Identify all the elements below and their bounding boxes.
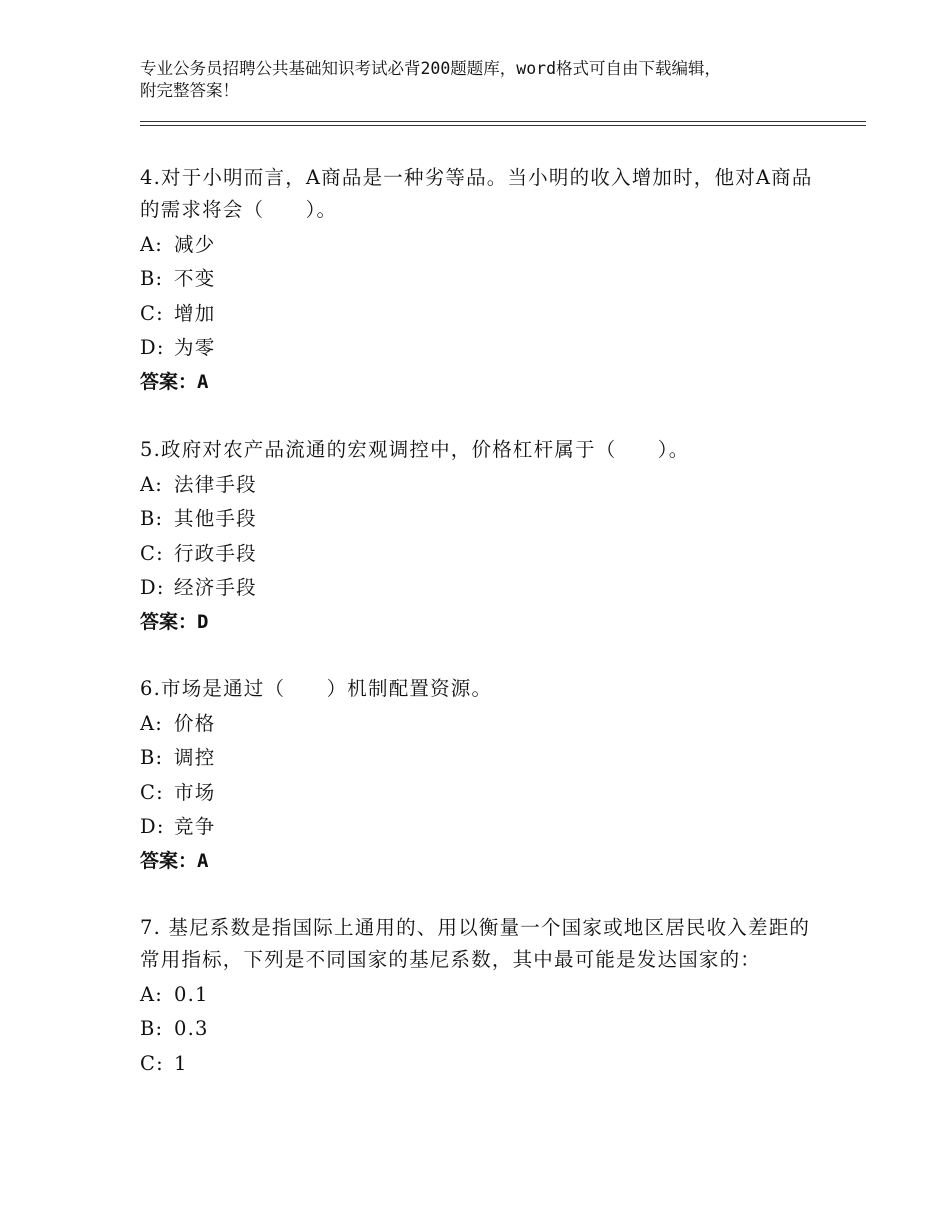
header-divider (140, 121, 866, 126)
option-key: C: (140, 541, 164, 565)
option-key: C: (140, 1051, 164, 1075)
option-b (140, 1012, 820, 1046)
answer-label: 答案：A (140, 850, 209, 873)
option-b (140, 262, 820, 296)
option-a (140, 707, 820, 741)
option-key: D: (140, 814, 165, 838)
question-text: 7. 基尼系数是指国际上通用的、用以衡量一个国家或地区居民收入差距的常用指标，下列是不同国家的基尼系数，其中最可能是发达国家的： (140, 916, 811, 971)
option-text: 竞争 (174, 814, 216, 838)
option-d (140, 331, 820, 365)
question-text: 6.市场是通过（ ）机制配置资源。 (140, 677, 493, 700)
option-key: C: (140, 780, 164, 804)
option-a (140, 228, 820, 262)
option-text: 增加 (174, 301, 216, 325)
option-a (140, 978, 820, 1012)
option-key: A: (140, 233, 164, 256)
option-c (140, 1047, 820, 1081)
option-key: A: (140, 473, 164, 496)
option-key: D: (140, 575, 165, 599)
answer-label: 答案：D (140, 611, 209, 634)
option-text: 市场 (174, 780, 216, 804)
option-text: 行政手段 (174, 541, 257, 565)
option-text: 调控 (174, 746, 216, 770)
option-key: B: (140, 1017, 164, 1041)
option-key: B: (140, 746, 164, 770)
option-key: B: (140, 507, 164, 531)
option-key: B: (140, 267, 164, 291)
option-text: 经济手段 (174, 575, 257, 599)
option-text: 0.1 (174, 983, 209, 1006)
option-c (140, 776, 820, 810)
option-text: 1 (174, 1051, 188, 1075)
header-line-1: 专业公务员招聘公共基础知识考试必背200题题库，word格式可自由下载编辑， (140, 59, 722, 78)
question-5 (140, 434, 820, 639)
option-text: 价格 (174, 712, 216, 735)
question-4 (140, 162, 820, 399)
option-text: 减少 (174, 233, 216, 256)
question-text: 4.对于小明而言，A商品是一种劣等品。当小明的收入增加时，他对A商品的需求将会（ ）。 (140, 166, 813, 221)
document-header (140, 58, 840, 102)
option-key: C: (140, 301, 164, 325)
option-text: 0.3 (174, 1017, 209, 1041)
answer-label: 答案：A (140, 371, 209, 394)
option-text: 为零 (174, 335, 216, 359)
option-c (140, 297, 820, 331)
option-b (140, 741, 820, 775)
option-a (140, 468, 820, 502)
option-key: A: (140, 983, 164, 1006)
option-c (140, 537, 820, 571)
option-text: 法律手段 (174, 473, 257, 496)
question-6 (140, 673, 820, 878)
option-key: A: (140, 712, 164, 735)
option-text: 不变 (174, 267, 216, 291)
question-7 (140, 912, 820, 1081)
header-line-2: 附完整答案！ (140, 81, 239, 100)
option-text: 其他手段 (174, 507, 257, 531)
option-d (140, 810, 820, 844)
option-key: D: (140, 335, 165, 359)
question-text: 5.政府对农产品流通的宏观调控中，价格杠杆属于（ ）。 (140, 438, 690, 461)
option-d (140, 571, 820, 605)
option-b (140, 502, 820, 536)
